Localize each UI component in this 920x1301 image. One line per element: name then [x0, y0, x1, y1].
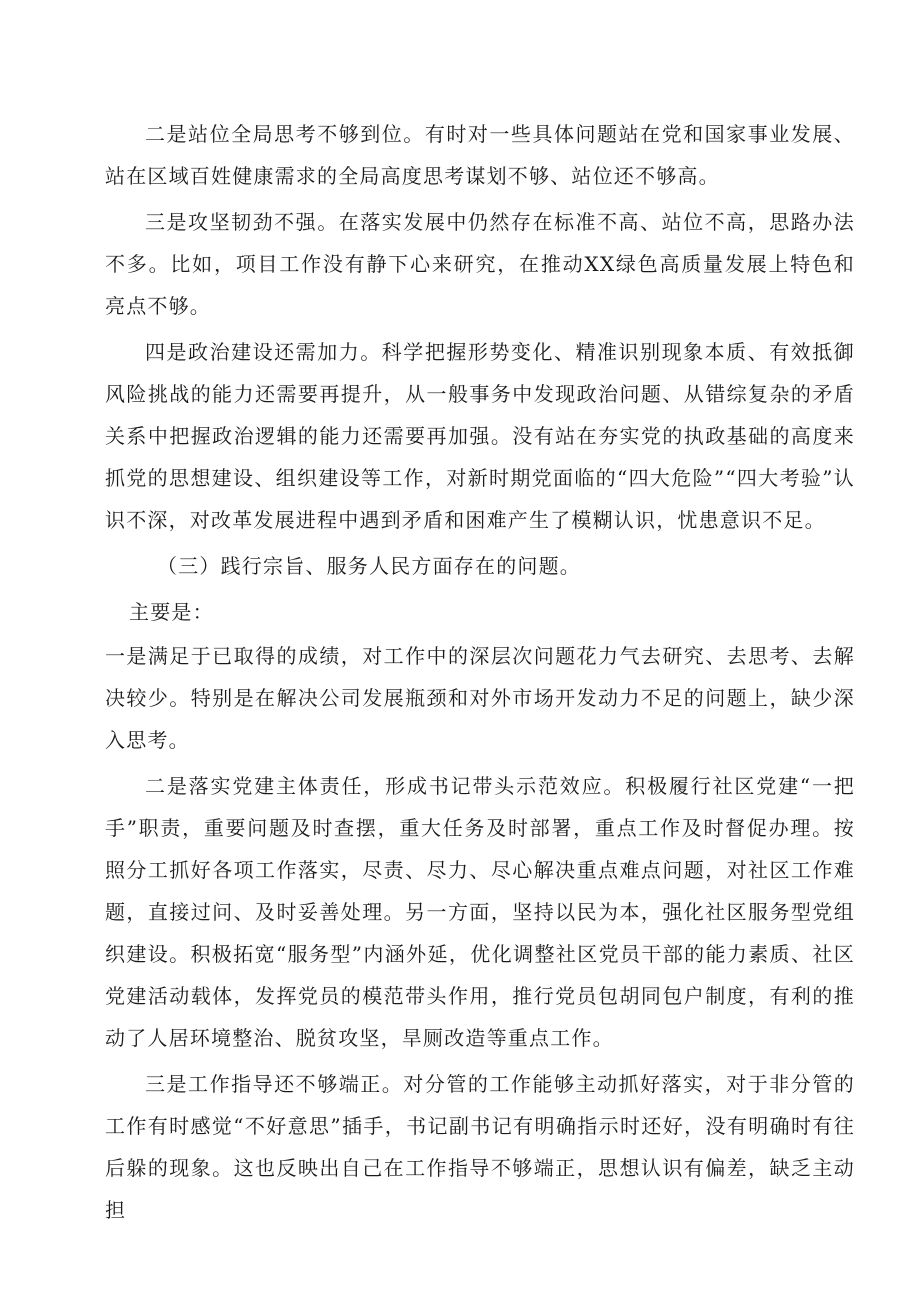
section-heading: （三）践行宗旨、服务人民方面存在的问题。: [157, 554, 581, 578]
item-two: 二是落实党建主体责任，形成书记带头示范效应。积极履行社区党建“一把手”职责，重要问题及时查摆，重大任务及时部署，重点工作及时督促办理。按照分工抓好各项工作落实，尽责、尽力、尽心解决重点难点问题，对社区工作难题，直接过问、及时妥善处理。另一方面，坚持以民为本，强化社区服务型党组织建设。积极拓宽“服务型”内涵外延，优化调整社区党员干部的能力素质、社区党建活动载体，发挥党员的模范带头作用，推行党员包胡同包户制度，有利的推动了人居环境整治、脱贫攻坚，旱厕改造等重点工作。: [105, 774, 855, 1050]
paragraph-overall-thinking: 二是站位全局思考不够到位。有时对一些具体问题站在党和国家事业发展、站在区域百姓健康需求的全局高度思考谋划不够、站位还不够高。: [105, 122, 855, 188]
item-three: 三是工作指导还不够端正。对分管的工作能够主动抓好落实，对于非分管的工作有时感觉“不好意思”插手，书记副书记有明确指示时还好，没有明确时有往后躲的现象。这也反映出自己在工作指导不够端正，思想认识有偏差，缺乏主动担: [105, 1072, 855, 1222]
lead-text: 主要是：: [129, 600, 214, 624]
item-one: 一是满足于已取得的成绩，对工作中的深层次问题花力气去研究、去思考、去解决较少。特别是在解决公司发展瓶颈和对外市场开发动力不足的问题上，缺少深入思考。: [105, 644, 855, 752]
document-body: [105, 113, 855, 1231]
paragraph-perseverance: 三是攻坚韧劲不强。在落实发展中仍然存在标准不高、站位不高，思路办法不多。比如，项目工作没有静下心来研究，在推动XX绿色高质量发展上特色和亮点不够。: [105, 210, 855, 318]
paragraph-political-building: 四是政治建设还需加力。科学把握形势变化、精准识别现象本质、有效抵御风险挑战的能力还需要再提升，从一般事务中发现政治问题、从错综复杂的矛盾关系中把握政治逻辑的能力还需要再加强。没有站在夯实党的执政基础的高度来抓党的思想建设、组织建设等工作，对新时期党面临的“四大危险”“四大考验”认识不深，对改革发展进程中遇到矛盾和困难产生了模糊认识，忧患意识不足。: [105, 340, 855, 532]
